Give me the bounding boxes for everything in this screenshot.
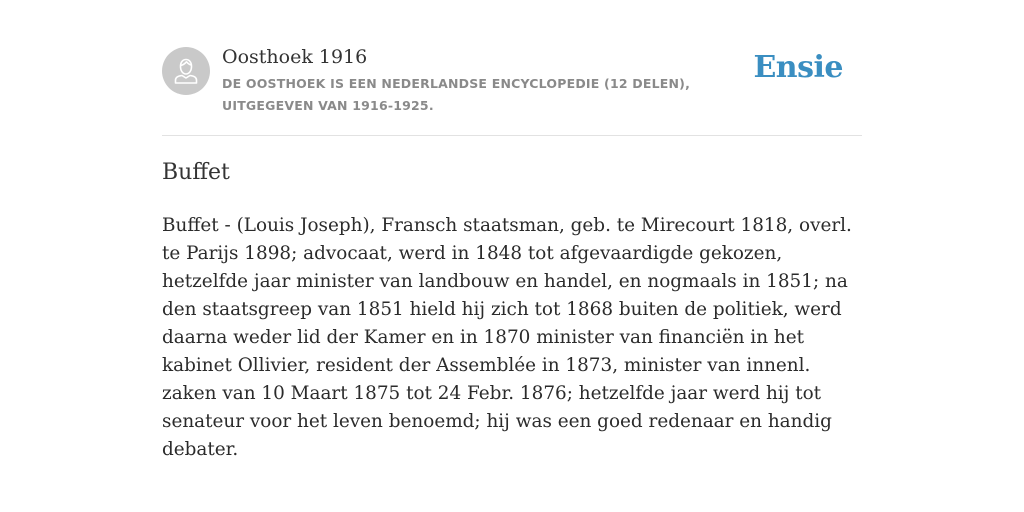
source-avatar[interactable] <box>162 47 210 95</box>
person-icon <box>162 47 210 95</box>
article-title: Buffet <box>162 160 230 185</box>
ensie-logo[interactable]: Ensie <box>753 50 843 85</box>
article-body: Buffet - (Louis Joseph), Fransch staatsman, geb. te Mirecourt 1818, overl. te Parijs 1898; advocaat, werd in 1848 tot afgevaardigde gekozen, hetzelfde jaar minister van landbouw en handel, en nogmaals in 1851; na den staatsgreep van 1851 hield hij zich tot 1868 buiten de politiek, werd daarna weder lid der Kamer en in 1870 minister van financiën in het kabinet Ollivier, resident der Assemblée in 1873, minister van innenl. zaken van 10 Maart 1875 tot 24 Febr. 1876; hetzelfde jaar werd hij tot senateur voor het leven benoemd; hij was een goed redenaar en handig debater. <box>162 215 852 460</box>
source-title[interactable]: Oosthoek 1916 <box>222 46 368 68</box>
source-header <box>162 46 862 136</box>
header-divider <box>162 135 862 136</box>
source-description: DE OOSTHOEK IS EEN NEDERLANDSE ENCYCLOPEDIE (12 DELEN), UITGEGEVEN VAN 1916-1925. <box>222 76 691 113</box>
